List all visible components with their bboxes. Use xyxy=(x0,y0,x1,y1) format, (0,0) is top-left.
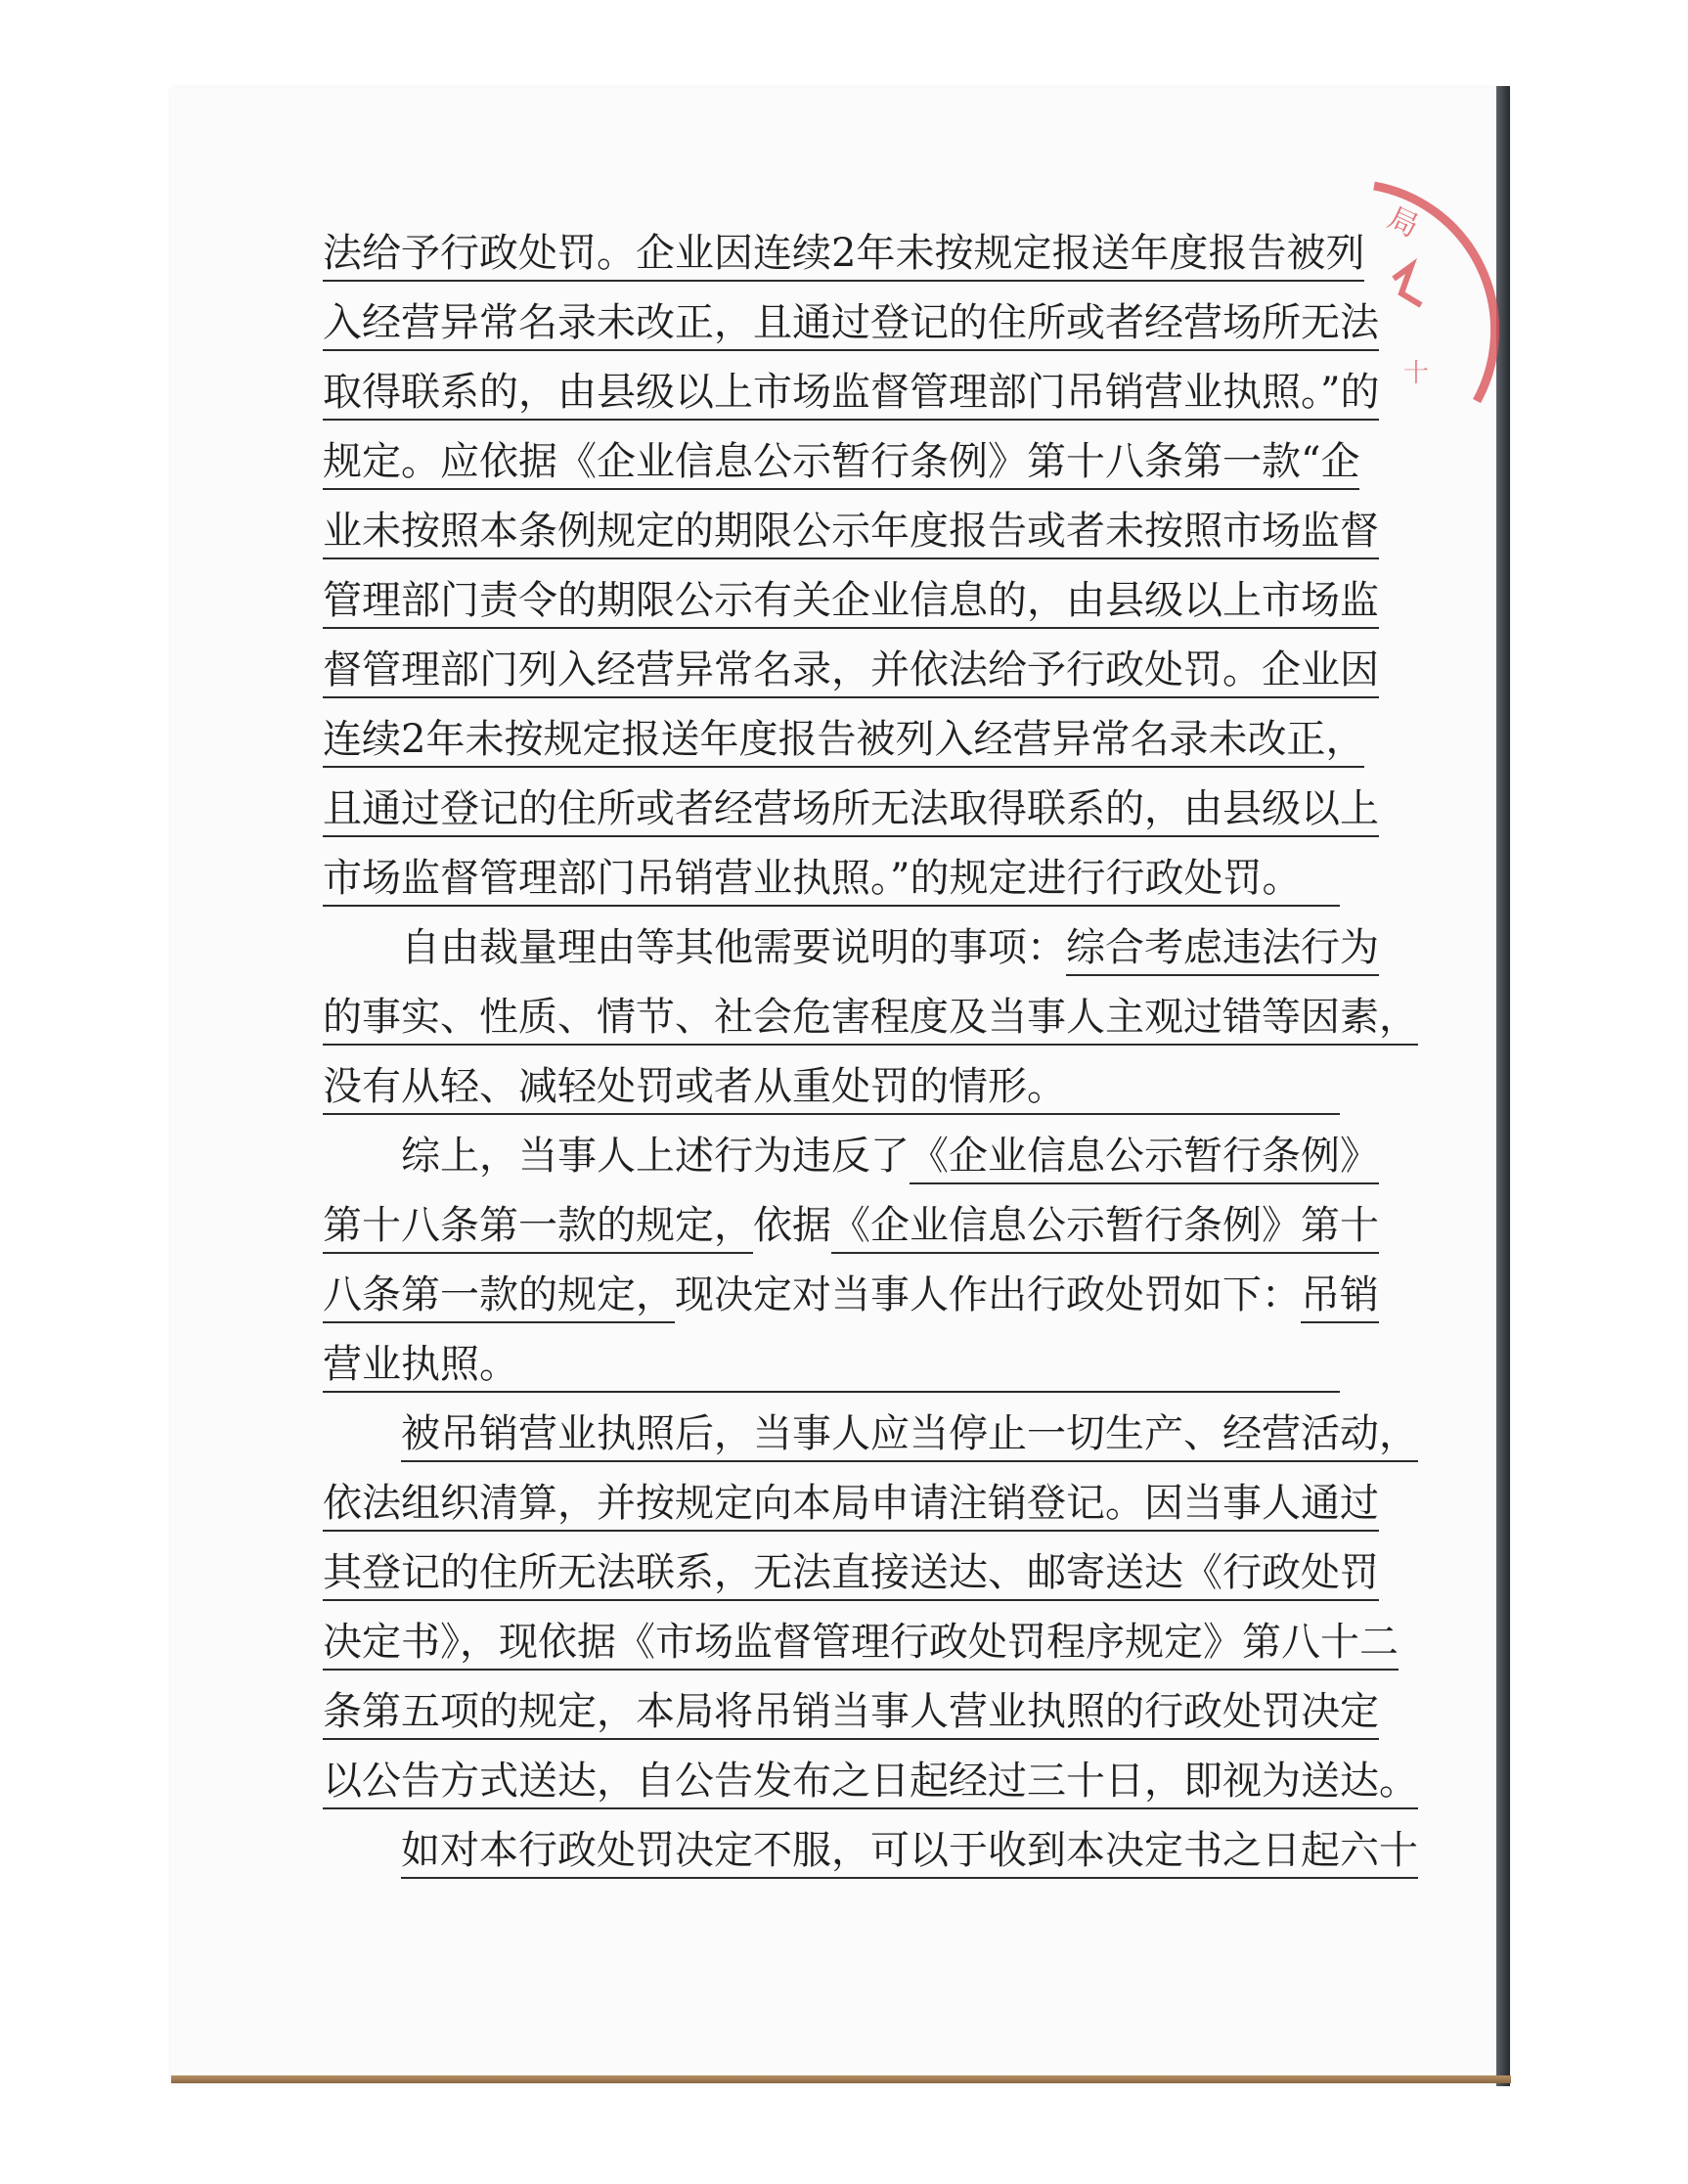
text-line: 连续2年未按规定报送年度报告被列入经营异常名录未改正， xyxy=(323,713,1364,768)
text-line: 如对本行政处罚决定不服，可以于收到本决定书之日起六十 xyxy=(401,1824,1418,1879)
text-line: 取得联系的，由县级以上市场监督管理部门吊销营业执照。”的 xyxy=(323,366,1379,421)
penalty-text: 吊销 xyxy=(1301,1269,1379,1323)
text-line: 《企业信息公示暂行条例》 xyxy=(910,1130,1379,1184)
text-line: 管理部门责令的期限公示有关企业信息的，由县级以上市场监 xyxy=(323,574,1379,629)
text-line: 以公告方式送达，自公告发布之日起经过三十日，即视为送达。 xyxy=(323,1755,1418,1809)
text-line: 规定。应依据《企业信息公示暂行条例》第十八条第一款“企 xyxy=(323,435,1359,490)
text-line: 没有从轻、减轻处罚或者从重处罚的情形。 xyxy=(323,1060,1340,1115)
official-seal xyxy=(1364,156,1599,421)
text-line: 综合考虑违法行为 xyxy=(1066,921,1379,976)
text-fragment: 现决定对当事人作出行政处罚如下： xyxy=(675,1272,1301,1317)
penalty-text: 营业执照。 xyxy=(323,1338,1340,1393)
paragraph-appeal xyxy=(323,1824,1418,1894)
paragraph-discretion xyxy=(323,921,1418,1130)
text-line: 法给予行政处罚。企业因连续2年未按规定报送年度报告被列 xyxy=(323,227,1364,282)
text-line: 督管理部门列入经营异常名录，并依法给予行政处罚。企业因 xyxy=(323,644,1379,698)
text-line: 第十八条第一款的规定， xyxy=(323,1199,753,1254)
text-line: 八条第一款的规定， xyxy=(323,1269,675,1323)
desk-edge xyxy=(171,2075,1511,2083)
decision-text xyxy=(323,227,1418,1894)
text-fragment: 依据 xyxy=(753,1203,831,1248)
text-line: 条第五项的规定，本局将吊销当事人营业执照的行政处罚决定 xyxy=(323,1685,1379,1740)
seal-char-top: 局 xyxy=(1382,201,1424,245)
text-line: 入经营异常名录未改正，且通过登记的住所或者经营场所无法 xyxy=(323,296,1379,351)
text-line: 《企业信息公示暂行条例》第十 xyxy=(831,1199,1379,1254)
text-line: 业未按照本条例规定的期限公示年度报告或者未按照市场监督 xyxy=(323,505,1379,559)
text-line: 其登记的住所无法联系，无法直接送达、邮寄送达《行政处罚 xyxy=(323,1546,1379,1601)
seal-char-bottom: 十 xyxy=(1403,359,1430,388)
paragraph-legal-basis xyxy=(323,227,1380,921)
decision-lead: 综上，当事人上述行为违反了 xyxy=(401,1134,910,1179)
text-line: 的事实、性质、情节、社会危害程度及当事人主观过错等因素， xyxy=(323,991,1418,1046)
text-line: 决定书》，现依据《市场监督管理行政处罚程序规定》第八十二 xyxy=(323,1616,1399,1671)
paragraph-service xyxy=(323,1407,1418,1824)
discretion-lead: 自由裁量理由等其他需要说明的事项： xyxy=(401,925,1066,970)
text-line: 被吊销营业执照后，当事人应当停止一切生产、经营活动， xyxy=(401,1407,1418,1462)
text-line: 市场监督管理部门吊销营业执照。”的规定进行行政处罚。 xyxy=(323,852,1340,907)
paragraph-decision xyxy=(323,1130,1379,1407)
text-line: 依法组织清算，并按规定向本局申请注销登记。因当事人通过 xyxy=(323,1477,1379,1532)
text-line: 且通过登记的住所或者经营场所无法取得联系的，由县级以上 xyxy=(323,782,1379,837)
